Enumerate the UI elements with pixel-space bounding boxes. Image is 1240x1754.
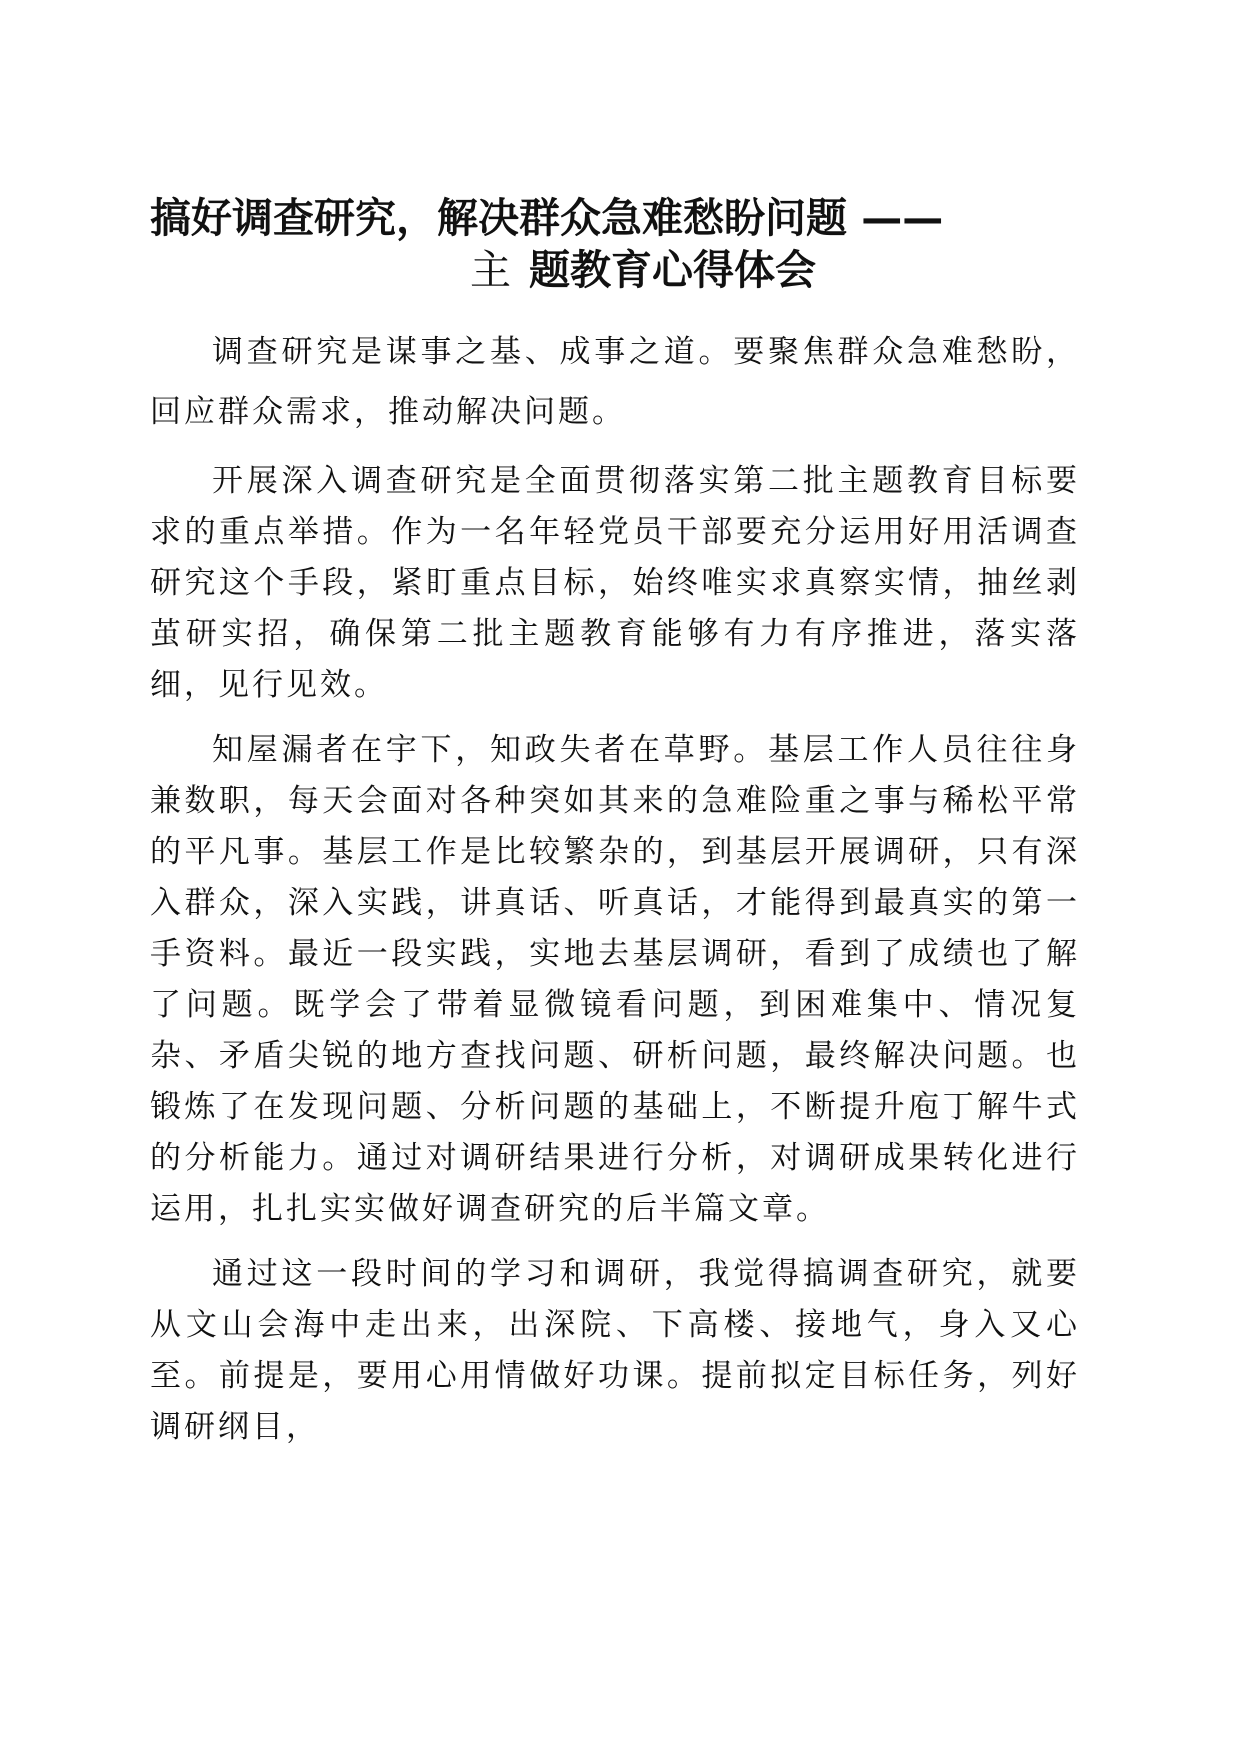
document-title-line2-lead: 主 [470, 246, 511, 294]
document-body [150, 322, 1080, 1467]
document-title-line2-rest: 题教育心得体会 [529, 246, 816, 294]
document-title-line2 [470, 242, 1240, 298]
body-paragraph-3: 知屋漏者在宇下，知政失者在草野。基层工作人员往往身兼数职，每天会面对各种突如其来的急难险重之事与稀松平常的平凡事。基层工作是比较繁杂的，到基层开展调研，只有深入群众，深入实践，讲真话、听真话，才能得到最真实的第一手资料。最近一段实践，实地去基层调研，看到了成绩也了解了问题。既学会了带着显微镜看问题，到困难集中、情况复杂、矛盾尖锐的地方查找问题、研析问题，最终解决问题。也锻炼了在发现问题、分析问题的基础上，不断提升庖丁解牛式的分析能力。通过对调研结果进行分析，对调研成果转化进行运用，扎扎实实做好调查研究的后半篇文章。 [150, 732, 1080, 1227]
body-paragraph-4: 通过这一段时间的学习和调研，我觉得搞调查研究，就要从文山会海中走出来，出深院、下高楼、接地气，身入又心至。前提是，要用心用情做好功课。提前拟定目标任务，列好调研纲目， [150, 1256, 1080, 1445]
body-paragraph-2: 开展深入调查研究是全面贯彻落实第二批主题教育目标要求的重点举措。作为一名年轻党员干部要充分运用好用活调查研究这个手段，紧盯重点目标，始终唯实求真察实情，抽丝剥茧研实招，确保第二批主题教育能够有力有序推进，落实落细，见行见效。 [150, 463, 1080, 703]
body-paragraph-1: 调查研究是谋事之基、成事之道。要聚焦群众急难愁盼，回应群众需求，推动解决问题。 [150, 334, 1080, 430]
document-title-line1: 搞好调查研究，解决群众急难愁盼问题 —— [150, 194, 944, 242]
